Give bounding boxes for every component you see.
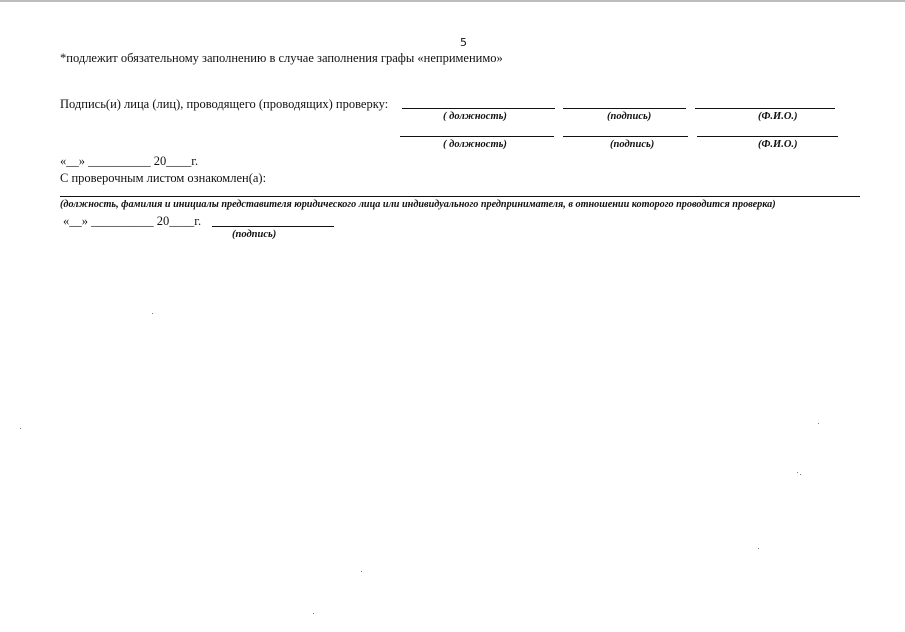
name-line-1 bbox=[695, 108, 835, 109]
name-line-2 bbox=[697, 136, 838, 137]
page-number: 5 bbox=[460, 36, 467, 49]
scan-speck bbox=[800, 474, 801, 475]
position-caption-1: ( должность) bbox=[443, 111, 507, 122]
position-caption-2: ( должность) bbox=[443, 139, 507, 150]
scan-speck bbox=[758, 548, 759, 549]
date-line-2: «__» __________ 20____г. bbox=[63, 214, 202, 228]
signature-line-1 bbox=[563, 108, 686, 109]
scan-speck bbox=[152, 313, 153, 314]
scan-speck bbox=[313, 613, 314, 614]
representative-line bbox=[60, 196, 860, 197]
page-top-border bbox=[0, 0, 905, 2]
signature-label: Подпись(и) лица (лиц), проводящего (проводящих) проверку: bbox=[60, 97, 389, 111]
scan-speck bbox=[797, 472, 798, 473]
scan-speck bbox=[20, 428, 21, 429]
date-line-1: «__» __________ 20____г. bbox=[60, 154, 199, 168]
footnote: *подлежит обязательному заполнению в случае заполнения графы «неприменимо» bbox=[60, 51, 503, 65]
scan-speck bbox=[818, 423, 819, 424]
signature-line-2 bbox=[563, 136, 688, 137]
name-caption-2: (Ф.И.О.) bbox=[758, 139, 798, 150]
signature-caption-1: (подпись) bbox=[607, 111, 652, 122]
acknowledgement-signature-line bbox=[212, 226, 334, 227]
scan-speck bbox=[361, 571, 362, 572]
name-caption-1: (Ф.И.О.) bbox=[758, 111, 798, 122]
acknowledgement-label: С проверочным листом ознакомлен(а): bbox=[60, 171, 267, 185]
representative-caption: (должность, фамилия и инициалы представителя юридического лица или индивидуального предпринимателя, в отношении которого проводится проверка) bbox=[60, 199, 776, 210]
signature-caption-2: (подпись) bbox=[610, 139, 655, 150]
position-line-2 bbox=[400, 136, 554, 137]
acknowledgement-signature-caption: (подпись) bbox=[232, 229, 277, 240]
position-line-1 bbox=[402, 108, 555, 109]
